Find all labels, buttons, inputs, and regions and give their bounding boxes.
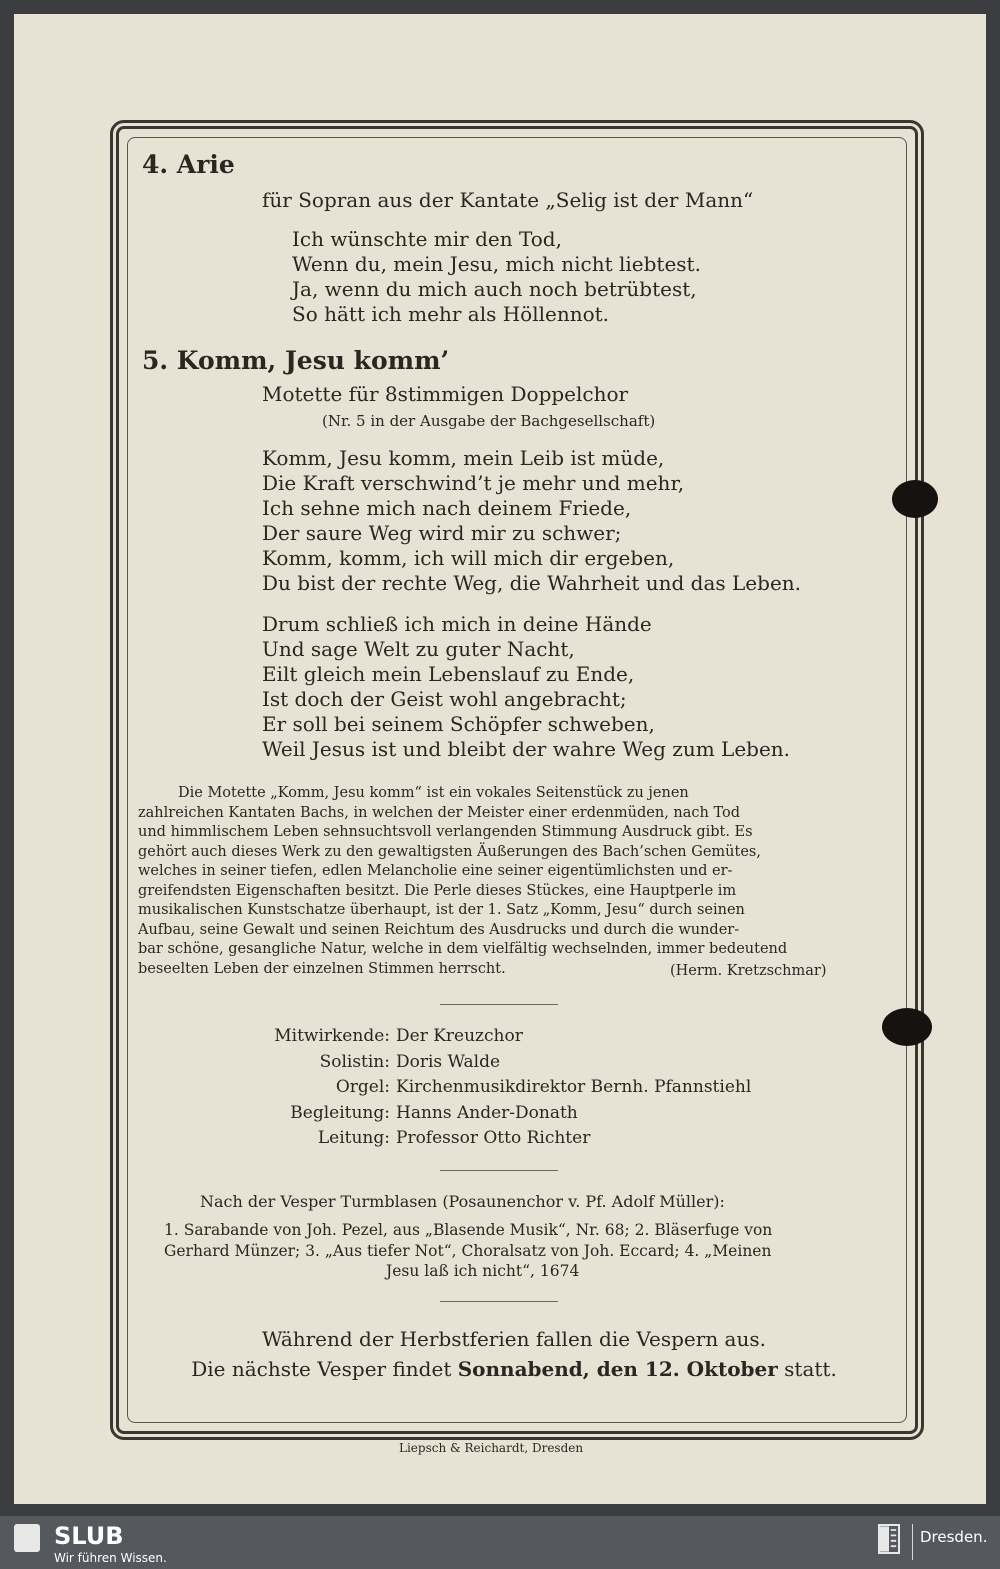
slub-logo-text[interactable]: SLUB [54,1522,124,1550]
verse-line: Der saure Weg wird mir zu schwer; [262,521,622,545]
commentary-line: Aufbau, seine Gewalt und seinen Reichtum des Ausdrucks und durch die wunder- [138,921,740,938]
commentary-line: musikalischen Kunstschatze überhaupt, ist der 1. Satz „Komm, Jesu“ durch seinen [138,902,745,918]
tower-line: 1. Sarabande von Joh. Pezel, aus „Blasende Musik“, Nr. 68; 2. Bläserfuge von [164,1221,773,1239]
verse-line: Er soll bei seinem Schöpfer schweben, [262,712,655,736]
program-page [14,14,986,1504]
printer-imprint: Liepsch & Reichardt, Dresden [399,1441,584,1455]
dresden-logo-text[interactable]: Dresden. [920,1528,988,1546]
divider [440,1004,558,1005]
commentary-line: und himmlischem Leben sehnsuchtsvoll verlangenden Stimmung Ausdruck gibt. Es [138,824,753,840]
credit-row: Orgel: Kirchenmusikdirektor Bernh. Pfannstiehl [335,1077,752,1097]
announcement [164,1324,864,1384]
verse-line: Ist doch der Geist wohl angebracht; [262,687,627,711]
coat-of-arms-icon [878,1524,900,1554]
credit-row: Leitung: Professor Otto Richter [317,1128,591,1148]
commentary-line: zahlreichen Kantaten Bachs, in welchen der Meister einer erdenmüden, nach Tod [138,804,741,821]
announcement-line-2: Die nächste Vesper findet Sonnabend, den 12. Oktober statt. [191,1357,837,1381]
ink-blot [892,480,938,518]
tower-program [164,1220,772,1282]
verse-line: Drum schließ ich mich in deine Hände [262,612,652,636]
verse-line: Ja, wenn du mich auch noch betrübtest, [292,277,697,301]
verse-line: Die Kraft verschwind’t je mehr und mehr, [262,471,685,495]
footer-divider [912,1524,913,1560]
credit-row: Solistin: Doris Walde [319,1051,501,1072]
commentary-line: welches in seiner tiefen, edlen Melancholie eine seiner eigentümlichsten und er- [138,863,733,879]
library-footer-bar [0,1516,1000,1569]
tower-heading: Nach der Vesper Turmblasen (Posaunenchor v. Pf. Adolf Müller): [200,1192,725,1211]
motette-title: 5. Komm, Jesu komm’ [142,346,450,375]
motette-verse-1 [262,446,801,596]
verse-line: Und sage Welt zu guter Nacht, [262,637,575,661]
commentary-line: beseelten Leben der einzelnen Stimmen herrscht. [138,960,506,977]
motette-subtitle: Motette für 8stimmigen Doppelchor [262,382,629,406]
credit-row: Mitwirkende: Der Kreuzchor [274,1026,523,1046]
tower-line: Gerhard Münzer; 3. „Aus tiefer Not“, Choralsatz von Joh. Eccard; 4. „Meinen [164,1241,772,1260]
credit-row: Begleitung: Hanns Ander-Donath [290,1102,578,1123]
motette-note: (Nr. 5 in der Ausgabe der Bachgesellschaft) [322,412,656,430]
verse-line: Du bist der rechte Weg, die Wahrheit und das Leben. [262,571,802,595]
commentary-line: greifendsten Eigenschaften besitzt. Die Perle dieses Stückes, eine Hauptperle im [138,882,737,899]
tower-line: Jesu laß ich nicht“, 1674 [386,1262,580,1280]
arie-verse [292,227,701,327]
verse-line: Ich wünschte mir den Tod, [292,227,562,251]
book-icon [14,1524,40,1552]
commentary-author: (Herm. Kretzschmar) [670,963,827,979]
verse-line: Wenn du, mein Jesu, mich nicht liebtest. [292,252,701,276]
arie-subtitle: für Sopran aus der Kantate „Selig ist der Mann“ [262,188,754,212]
verse-line: So hätt ich mehr als Höllennot. [292,302,610,326]
verse-line: Komm, Jesu komm, mein Leib ist müde, [262,446,665,470]
verse-line: Eilt gleich mein Lebenslauf zu Ende, [262,662,635,686]
verse-line: Ich sehne mich nach deinem Friede, [262,496,632,520]
divider [440,1170,558,1171]
commentary-line: gehört auch dieses Werk zu den gewaltigsten Äußerungen des Bach’schen Gemütes, [138,843,761,860]
commentary-line: Die Motette „Komm, Jesu komm“ ist ein vokales Seitenstück zu jenen [178,785,689,801]
verse-line: Weil Jesus ist und bleibt der wahre Weg zum Leben. [262,737,791,761]
arie-title: 4. Arie [142,150,235,179]
commentary-paragraph [138,784,787,979]
commentary-line: bar schöne, gesangliche Natur, welche in dem vielfältig wechselnden, immer bedeutend [138,941,788,957]
divider [440,1301,558,1302]
motette-verse-2 [262,612,790,762]
verse-line: Komm, komm, ich will mich dir ergeben, [262,546,675,570]
ink-blot [882,1008,932,1046]
next-vesper-date: Sonnabend, den 12. Oktober [457,1357,778,1381]
announcement-line-1: Während der Herbstferien fallen die Vespern aus. [262,1327,766,1351]
slub-motto: Wir führen Wissen. [54,1551,167,1565]
credits-list [248,1024,751,1152]
